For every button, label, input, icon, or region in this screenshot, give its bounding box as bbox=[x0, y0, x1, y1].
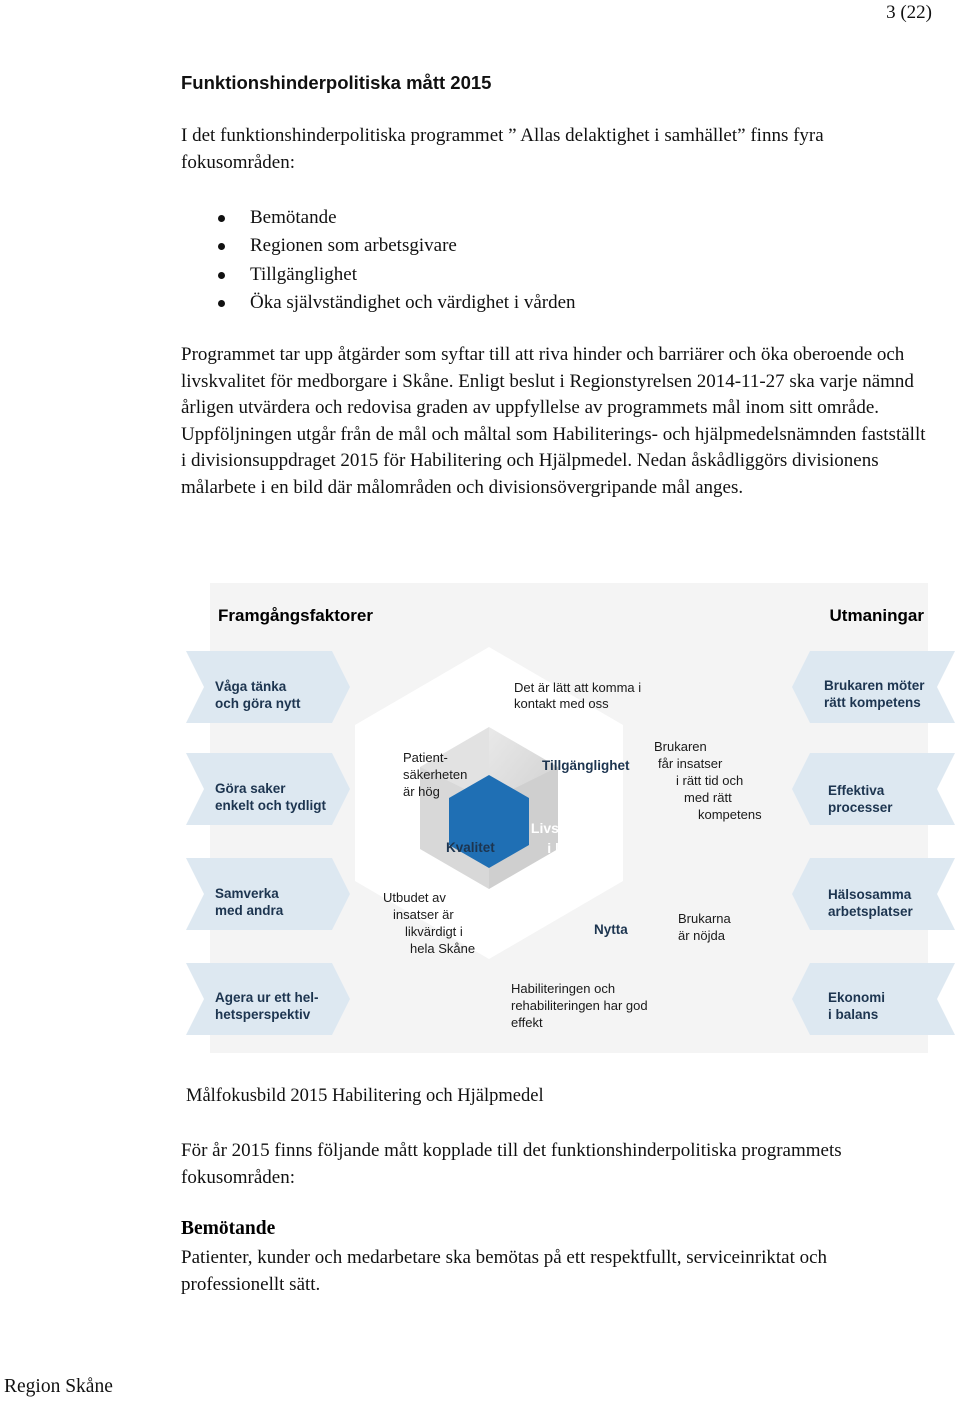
goal-upper-left: Patient- säkerheten är hög bbox=[403, 750, 468, 799]
challenge-3: Hälsosamma arbetsplatser bbox=[828, 887, 913, 919]
focus-area-list bbox=[181, 204, 576, 318]
challenge-4: Ekonomi i balans bbox=[828, 990, 886, 1022]
list-item: Tillgänglighet bbox=[181, 261, 576, 289]
hex-label-tillganglighet: Tillgänglighet bbox=[542, 758, 630, 773]
measures-intro: För år 2015 finns följande mått kopplade till det funktionshinderpolitiska programmets fokusområden: bbox=[181, 1140, 842, 1188]
body-paragraph: Programmet tar upp åtgärder som syftar till att riva hinder och barriärer och öka oberoende och livskvalitet för medborgare i Skåne. Enligt beslut i Regionstyrelsen 2014-11-27 ska varje nämnd årligen utvärdera och redovisa graden av uppfyllelse av programmets mål inom sitt område. Uppföljningen utgår från de mål och måltal som Habiliterings- och hjälpmedelsnämnden fastställt i divisionsuppdraget 2015 för Habilitering och Hjälpmedel. Nedan åskådliggörs divisionens målarbete i en bild där målområden och divisionsövergripande mål anges. bbox=[181, 344, 926, 498]
footer-text: Region Skåne bbox=[4, 1376, 113, 1397]
success-factors-title: Framgångsfaktorer bbox=[218, 606, 373, 625]
hex-label-kvalitet: Kvalitet bbox=[446, 840, 495, 855]
success-factor-1: Våga tänka och göra nytt bbox=[215, 679, 301, 711]
svg-text:Livskvalitet i livets: Livskvalitet i livets alla skeden bbox=[530, 820, 609, 875]
list-item: Öka självständighet och värdighet i vården bbox=[181, 289, 576, 317]
section-heading: Funktionshinderpolitiska mått 2015 bbox=[181, 72, 492, 93]
goal-focus-figure bbox=[180, 583, 958, 1058]
intro-paragraph: I det funktionshinderpolitiska programmet ” Allas delaktighet i samhället” finns fyra fokusområden: bbox=[181, 125, 824, 173]
challenge-2: Effektiva processer bbox=[828, 783, 893, 815]
bemotande-paragraph: Patienter, kunder och medarbetare ska bemötas på ett respektfullt, serviceinriktat och professionellt sätt. bbox=[181, 1247, 828, 1295]
goal-upper-right: Brukaren får insatser i rätt tid och med rätt kompetens bbox=[654, 739, 762, 822]
success-factor-4: Agera ur ett hel- hetsperspektiv bbox=[215, 990, 319, 1022]
hex-label-nytta: Nytta bbox=[594, 922, 628, 937]
challenges-title: Utmaningar bbox=[829, 606, 924, 625]
bemotande-heading: Bemötande bbox=[181, 1218, 276, 1239]
success-factor-3: Samverka med andra bbox=[215, 886, 284, 918]
goal-top: Det är lätt att komma i kontakt med oss bbox=[514, 680, 642, 711]
goal-lower-right: Brukarna är nöjda bbox=[678, 911, 731, 943]
list-item: Regionen som arbetsgivare bbox=[181, 232, 576, 260]
figure-caption: Målfokusbild 2015 Habilitering och Hjälpmedel bbox=[186, 1086, 544, 1106]
goal-lower-left: Utbudet av insatser är likvärdigt i hela Skåne bbox=[383, 890, 476, 956]
challenge-1: Brukaren möter rätt kompetens bbox=[824, 678, 925, 710]
success-factor-2: Göra saker enkelt och tydligt bbox=[215, 781, 327, 813]
goal-focus-diagram bbox=[180, 583, 958, 1058]
list-item: Bemötande bbox=[181, 204, 576, 232]
page-number: 3 (22) bbox=[886, 2, 932, 23]
goal-bottom: Habiliteringen och rehabiliteringen har god effekt bbox=[511, 981, 648, 1030]
